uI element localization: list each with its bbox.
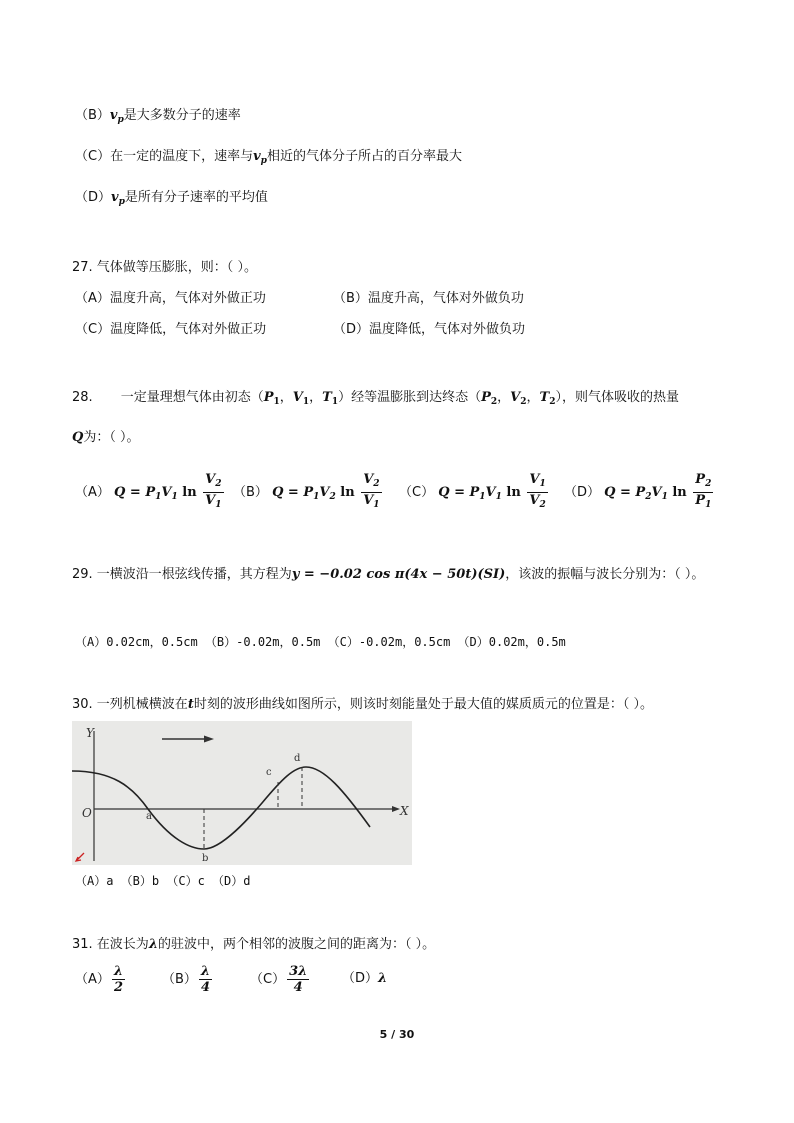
q28-stem-line1: 28. 一定量理想气体由初态（$P_1$，$V_1$，$T_1$）经等温膨胀到达终态（$P_2$，$V_2$，$T_2$），则气体吸收的热量: [72, 390, 680, 407]
q27-stem: 27. 气体做等压膨胀，则：（ ）。: [72, 260, 257, 275]
q28-option-b: （B） $Q = P_1V_2$ ln $\frac{V_2}{V_1}$: [233, 472, 384, 517]
q26-option-b: $(B)v_p$是大多数分子的速率: [75, 108, 241, 125]
y-axis-label: Y: [86, 726, 94, 740]
q31-option-c: （C） $\frac{3\lambda}{4}$: [250, 964, 308, 995]
x-axis-arrow-icon: [392, 806, 400, 812]
q31-option-d: （D）λ: [342, 971, 388, 986]
page-number: 5 / 30: [379, 1028, 415, 1041]
origin-label: O: [82, 806, 92, 820]
arrow-right-icon: [204, 736, 214, 743]
q28-c-fraction: $\frac{V_1}{V_2}$: [529, 472, 546, 510]
wave-figure: [72, 721, 412, 865]
q27-option-d: （D）温度降低，气体对外做负功: [333, 322, 526, 337]
wave-curve: [72, 767, 370, 849]
x-axis-label: X: [400, 804, 409, 818]
wave-diagram: [72, 721, 412, 865]
q28-a-fraction: $\frac{V_2}{V_1}$: [205, 472, 222, 510]
red-pen-mark: [76, 853, 84, 861]
q27-option-b: （B）温度升高，气体对外做负功: [333, 291, 524, 306]
point-c-label: c: [266, 767, 272, 778]
point-b-label: b: [202, 853, 209, 864]
q29-stem: 29. 一横波沿一根弦线传播，其方程为y = −0.02 cos π(4x − 50t)(SI)，该波的振幅与波长分别为：（ ）。: [72, 567, 705, 582]
q31-option-b: （B） $\frac{\lambda}{4}$: [162, 964, 211, 995]
q28-d-fraction: $\frac{P_2}{P_1}$: [695, 472, 712, 510]
point-d-label: d: [294, 753, 301, 764]
q26-option-d: $(D)v_p$是所有分子速率的平均值: [75, 190, 268, 207]
q29-options: （A）0.02cm，0.5cm （B）-0.02m，0.5m （C）-0.02m，0.5cm （D）0.02m，0.5m: [75, 635, 566, 649]
q26-option-c: （C）在一定的温度下，速率与$v_p$相近的气体分子所占的百分率最大: [75, 149, 462, 166]
q31-stem: 31. 在波长为λ的驻波中，两个相邻的波腹之间的距离为：（ ）。: [72, 937, 436, 952]
point-a-label: a: [146, 811, 152, 822]
q28-option-c: （C） $Q = P_1V_1$ ln $\frac{V_1}{V_2}$: [399, 472, 550, 517]
q28-option-d: （D） $Q = P_2V_1$ ln $\frac{P_2}{P_1}$: [564, 472, 715, 517]
q27-option-a: （A）温度升高，气体对外做正功: [75, 291, 266, 306]
q28-b-fraction: $\frac{V_2}{V_1}$: [363, 472, 380, 510]
q30-options: （A）a （B）b （C）c （D）d: [75, 874, 251, 888]
q28-stem-line2: Q为：（ ）。: [72, 430, 140, 445]
q31-option-a: （A） $\frac{\lambda}{2}$: [75, 964, 124, 995]
q29-equation: y = −0.02 cos π(4x − 50t)(SI): [291, 567, 506, 582]
q27-option-c: （C）温度降低，气体对外做正功: [75, 322, 267, 337]
q28-option-a: （A） $Q = P_1V_1$ ln $\frac{V_2}{V_1}$: [75, 472, 226, 517]
q30-stem: 30. 一列机械横波在t时刻的波形曲线如图所示，则该时刻能量处于最大值的媒质质元的位置是：（ ）。: [72, 697, 653, 712]
